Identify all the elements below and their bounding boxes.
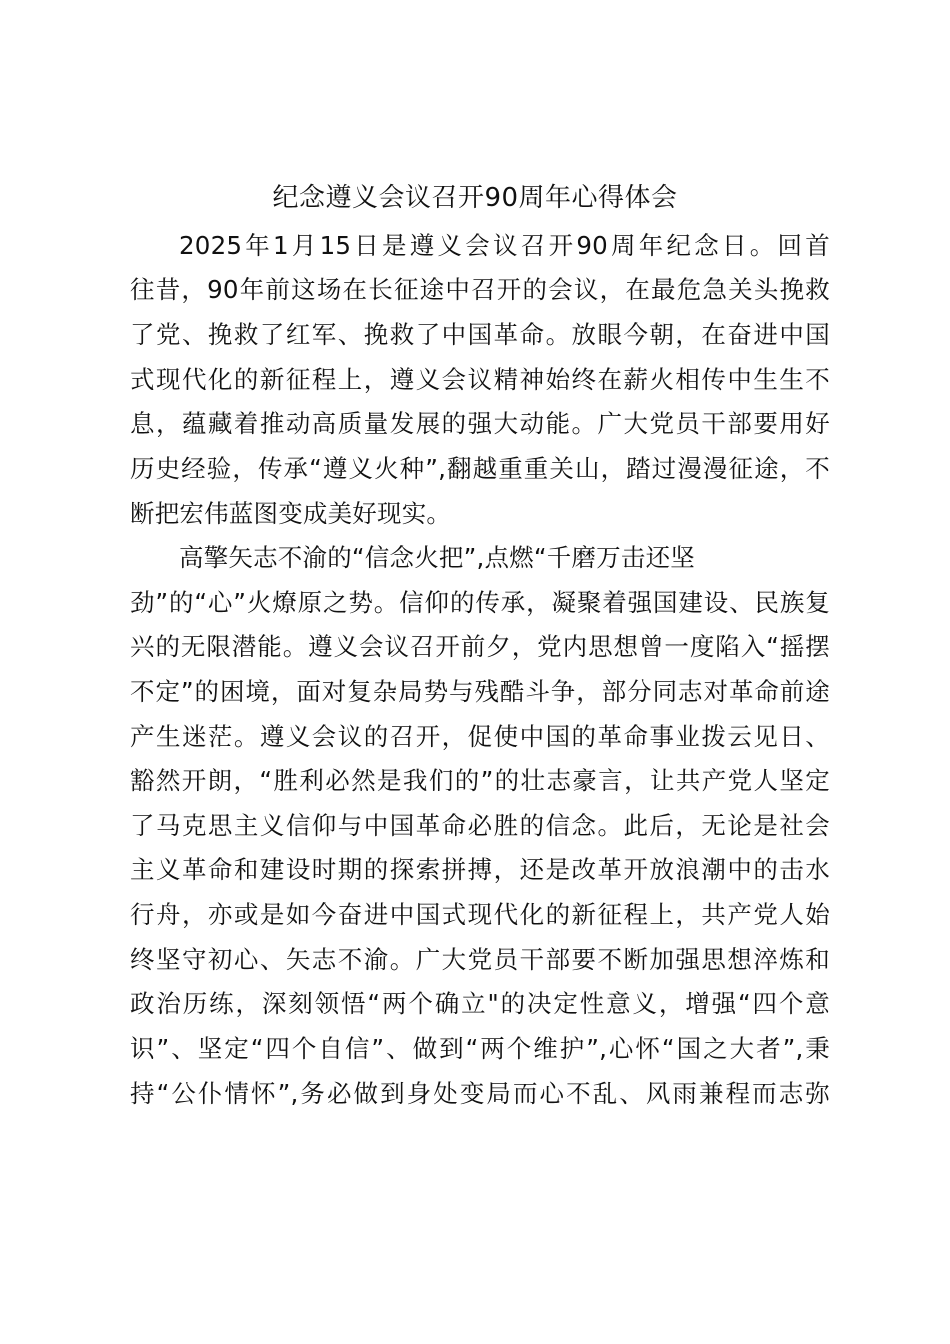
paragraph-1-line-3: 了党、挽救了红军、挽救了中国革命。放眼今朝，在奋进中国 bbox=[130, 320, 830, 349]
paragraph-1-line-1: 2025年1月15日是遵义会议召开90周年纪念日。回首 bbox=[179, 231, 830, 260]
paragraph-1-line-7: 断把宏伟蓝图变成美好现实。 bbox=[130, 499, 452, 528]
paragraph-2-line-9: 行舟，亦或是如今奋进中国式现代化的新征程上，共产党人始 bbox=[130, 900, 830, 929]
paragraph-2-line-11: 政治历练，深刻领悟“两个确立"的决定性意义，增强“四个意 bbox=[130, 989, 830, 1018]
paragraph-2-line-4: 不定”的困境，面对复杂局势与残酷斗争，部分同志对革命前途 bbox=[130, 677, 830, 706]
paragraph-2-line-10: 终坚守初心、矢志不渝。广大党员干部要不断加强思想淬炼和 bbox=[130, 945, 830, 974]
paragraph-2-line-2: 劲”的“心”火燎原之势。信仰的传承，凝聚着强国建设、民族复 bbox=[130, 588, 830, 617]
paragraph-2-line-7: 了马克思主义信仰与中国革命必胜的信念。此后，无论是社会 bbox=[130, 811, 830, 840]
paragraph-2-line-3: 兴的无限潜能。遵义会议召开前夕，党内思想曾一度陷入“摇摆 bbox=[130, 632, 830, 661]
paragraph-2-line-1: 高擎矢志不渝的“信念火把”,点燃“千磨万击还坚 bbox=[179, 543, 695, 572]
paragraph-2-line-12: 识”、坚定“四个自信”、做到“两个维护”,心怀“国之大者”,秉 bbox=[130, 1034, 830, 1063]
paragraph-2-line-8: 主义革命和建设时期的探索拼搏，还是改革开放浪潮中的击水 bbox=[130, 855, 830, 884]
paragraph-1-line-6: 历史经验，传承“遵义火种”,翻越重重关山，踏过漫漫征途，不 bbox=[130, 454, 830, 483]
paragraph-2-line-6: 豁然开朗，“胜利必然是我们的”的壮志豪言，让共产党人坚定 bbox=[130, 766, 830, 795]
paragraph-2-line-5: 产生迷茫。遵义会议的召开，促使中国的革命事业拨云见日、 bbox=[130, 722, 830, 751]
paragraph-1-line-2: 往昔，90年前这场在长征途中召开的会议，在最危急关头挽救 bbox=[130, 275, 830, 304]
paragraph-1-line-4: 式现代化的新征程上，遵义会议精神始终在薪火相传中生生不 bbox=[130, 365, 830, 394]
paragraph-1-line-5: 息，蕴藏着推动高质量发展的强大动能。广大党员干部要用好 bbox=[130, 409, 830, 438]
document-title: 纪念遵义会议召开90周年心得体会 bbox=[272, 183, 678, 213]
paragraph-2-line-13: 持“公仆情怀”,务必做到身处变局而心不乱、风雨兼程而志弥 bbox=[130, 1079, 830, 1108]
